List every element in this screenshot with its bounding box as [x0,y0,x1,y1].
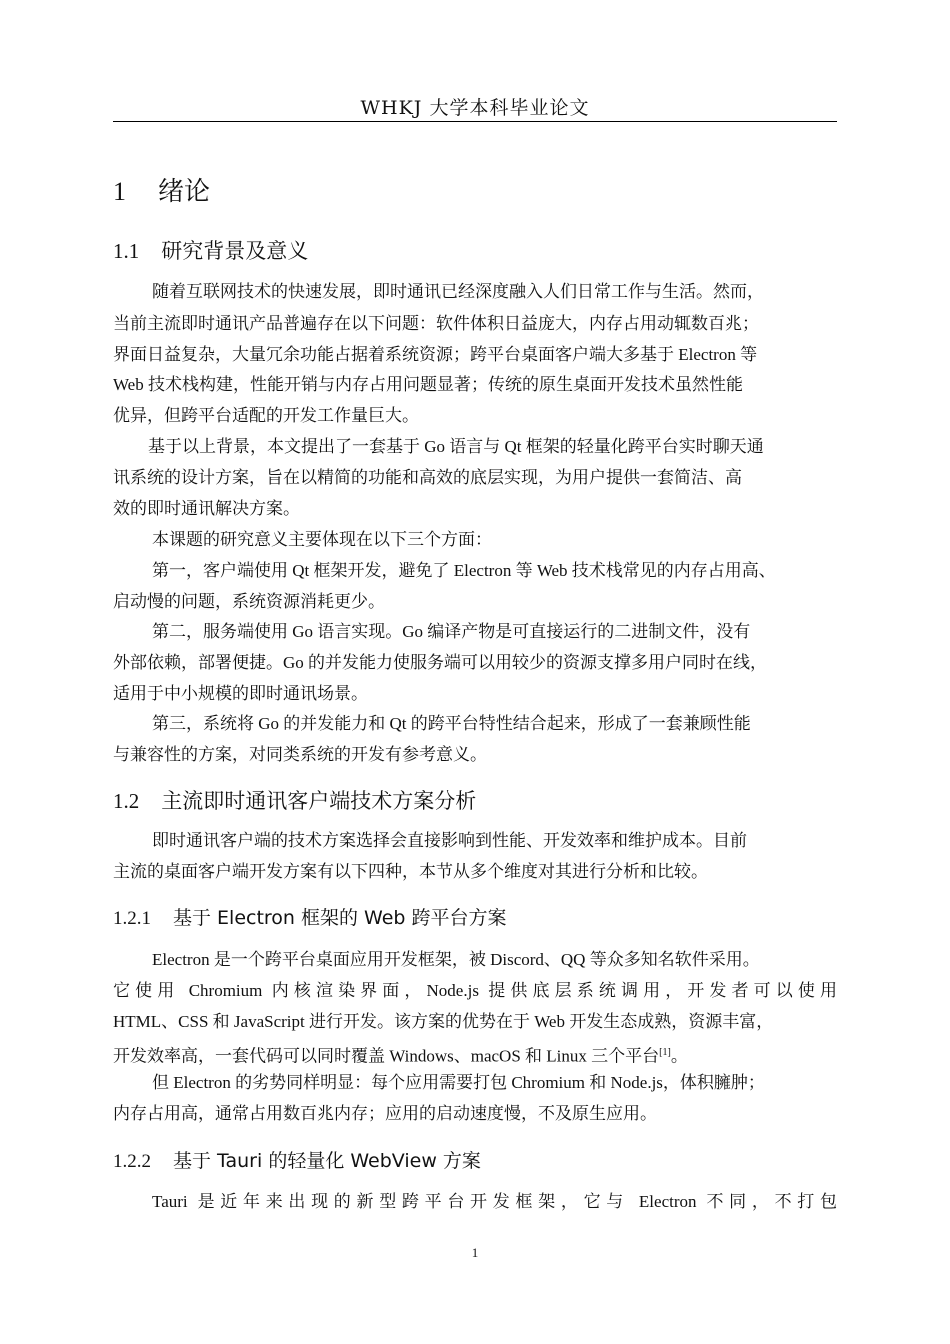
body-line: HTML、CSS 和 JavaScript 进行开发。该方案的优势在于 Web 开发生态成熟，资源丰富， [113,1012,774,1031]
body-line: 当前主流即时通讯产品普遍存在以下问题：软件体积日益庞大，内存占用动辄数百兆； [113,314,759,333]
chapter-heading [113,171,210,208]
body-line: 与兼容性的方案，对同类系统的开发有参考意义。 [113,745,487,764]
body-line: 内存占用高，通常占用数百兆内存；应用的启动速度慢，不及原生应用。 [113,1104,657,1123]
body-line: 第二，服务端使用 Go 语言实现。Go 编译产物是可直接运行的二进制文件，没有 [152,622,751,641]
section-heading-1-1 [113,235,308,265]
subsection-heading-1-2-2 [113,1146,481,1173]
section-title: 主流即时通讯客户端技术方案分析 [161,789,477,813]
section-title: 研究背景及意义 [161,239,309,263]
body-line: 即时通讯客户端的技术方案选择会直接影响到性能、开发效率和维护成本。目前 [152,831,747,850]
body-line: 随着互联网技术的快速发展，即时通讯已经深度融入人们日常工作与生活。然而， [152,282,764,301]
subsection-title: 基于 Tauri 的轻量化 WebView 方案 [173,1150,481,1172]
citation-tail: 。 [670,1046,688,1066]
subsection-heading-1-2-1 [113,903,507,930]
body-line: 本课题的研究意义主要体现在以下三个方面： [152,530,492,549]
subsection-number: 1.2.1 [113,908,151,929]
chapter-number: 1 [113,177,126,206]
body-line: Tauri 是近年来出现的新型跨平台开发框架，它与 Electron 不同，不打包 [152,1192,837,1211]
chapter-title: 绪论 [158,177,211,207]
section-number: 1.2 [113,789,140,813]
body-line: 第三，系统将 Go 的并发能力和 Qt 的跨平台特性结合起来，形成了一套兼顾性能 [152,714,751,733]
subsection-number: 1.2.2 [113,1151,151,1172]
section-heading-1-2 [113,785,476,815]
body-line: 适用于中小规模的即时通讯场景。 [113,684,368,703]
subsection-title: 基于 Electron 框架的 Web 跨平台方案 [173,907,507,929]
body-line: 基于以上背景，本文提出了一套基于 Go 语言与 Qt 框架的轻量化跨平台实时聊天通 [148,437,764,456]
body-line-text: 开发效率高，一套代码可以同时覆盖 Windows、macOS 和 Linux 三个平台 [113,1046,660,1066]
header-rule [113,121,837,122]
body-line: 第一，客户端使用 Qt 框架开发，避免了 Electron 等 Web 技术栈常见的内存占用高、 [152,561,776,580]
body-line: Electron 是一个跨平台桌面应用开发框架，被 Discord、QQ 等众多知名软件采用。 [152,950,760,969]
body-line: 界面日益复杂，大量冗余功能占据着系统资源；跨平台桌面客户端大多基于 Electron 等 [113,345,758,364]
body-line: 主流的桌面客户端开发方案有以下四种，本节从多个维度对其进行分析和比较。 [113,862,708,881]
body-line: 外部依赖，部署便捷。Go 的并发能力使服务端可以用较少的资源支撑多用户同时在线， [113,653,768,672]
body-line: 启动慢的问题，系统资源消耗更少。 [113,592,385,611]
body-line: 但 Electron 的劣势同样明显：每个应用需要打包 Chromium 和 Node.js，体积臃肿； [152,1073,765,1092]
running-header: WHKJ 大学本科毕业论文 [360,97,590,119]
body-line: Web 技术栈构建，性能开销与内存占用问题显著；传统的原生桌面开发技术虽然性能 [113,375,743,394]
section-number: 1.1 [113,239,140,263]
body-line: 效的即时通讯解决方案。 [113,499,300,518]
body-line: 讯系统的设计方案，旨在以精简的功能和高效的底层实现，为用户提供一套简洁、高 [113,468,742,487]
body-line-with-citation [113,1042,837,1068]
body-line: 它使用 Chromium 内核渲染界面，Node.js 提供底层系统调用，开发者可以使用 [113,981,837,1000]
citation-ref[interactable]: [1] [659,1047,671,1058]
body-line: 优异，但跨平台适配的开发工作量巨大。 [113,406,419,425]
page-number: 1 [471,1245,479,1260]
